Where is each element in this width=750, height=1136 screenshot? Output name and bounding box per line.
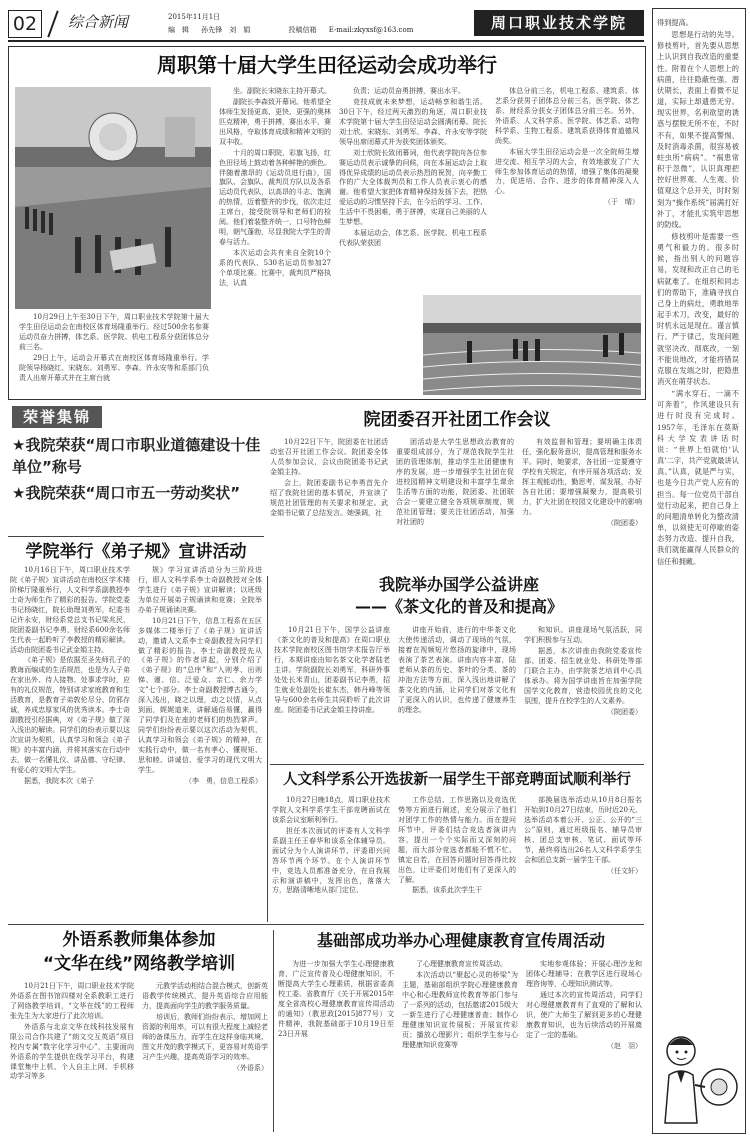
email-label: 投稿信箱 <box>288 26 317 34</box>
paragraph: 10月27日晚18点，周口职业技术学院人文科学系学生干部竞聘面试在该系会议室顺利举行。 <box>272 796 390 824</box>
paragraph: 坐。副院长宋晓东主持开幕式。 <box>233 87 331 95</box>
paragraph: 会上，院团委副书记李勇首先介绍了我院社团的基本情况，并宣读了规范社团管理的有关要求和规定。武金娟书记做了总结发言。她强调，社 <box>270 478 388 517</box>
paragraph: 负责；运动员奋勇拼搏，赛出水平。 <box>353 87 465 95</box>
article-headline: 周职第十届大学生田径运动会成功举行 <box>157 53 497 77</box>
paragraph: 本次运动会共有来自全院10个系的代表队、530名运动员参加27个单项比赛。比赛中，裁判员严格执法，认真 <box>219 249 331 287</box>
article-column <box>19 313 209 397</box>
paragraph: 和知识。讲座现场气氛活跃，同学们积极参与互动。 <box>524 626 642 644</box>
paragraph: 培训后，教师们纷纷表示，增加网上资源的利用率，可以有很大程度上减轻老师的备课压力，而学生在这样身临其境、图文并茂的教学模式下，更容易对英语学习产生兴趣，提高英语学习的效率。 <box>142 1012 268 1061</box>
article-column <box>396 438 514 572</box>
opening-ceremony-photo <box>15 87 211 309</box>
paragraph: 担任本次面试的评委有人文科学系副主任王春华和该系全体辅导员。面试分为个人演讲环节、评委即兴问答环节两个环节。在个人演讲环节中，竞选人员都准备充分，在自我展示和演讲稿中，发挥出色，落落大方，思路清晰地从部门定位、 <box>272 826 390 895</box>
paragraph: 29日上午，运动会开幕式在南校区体育场隆重举行。学院领导杨晓红、宋晓东、刘勇军、李森、许永安等和系部门负责人出席开幕式并在主席台就 <box>19 353 209 382</box>
honor-roll-tab: 荣誉集锦 <box>12 406 102 428</box>
byline: （院团委） <box>607 518 642 527</box>
paragraph: 《弟子规》是依据至圣先师孔子的教诲而编成的生活规范，也是为人子弟在家出外、待人接物、处事求学时，应有的礼仪规范，特别讲求家庭教育和生活教育，是教育子弟敦伦尽分、防邪存诚，养成忠厚家风的优秀读本。李士奇副教授引经据典，对《弟子规》做了深入浅出的解读。同学们的纷表示要以这次宣讲为契机，认真学习和领会《弟子规》的丰富内涵，并将其落实在行动中去，做一名懂礼仪、讲品德、守纪律、有爱心的文明大学生。 <box>10 656 130 774</box>
paragraph: 工作总结、工作思路以及竞选优势等方面进行阐述，充分展示了他们对团学工作的热情与能力。而在提问环节中，评委们结合竞选者演讲内容，提出一个个实际而又深刻的问题，而大部分竞选者都能不慌不忙、镇定自若，在回答问题时回答得比较出色，让评委们对他们有了更深入的了解。 <box>398 796 516 884</box>
page-header <box>8 8 644 42</box>
paragraph: 为进一步加强大学生心理健康教育，广泛宣传普及心理健康知识，不断提高大学生心理素质，根据省委高校工委、省教育厅《关于开展2015年度全省高校心理健康教育宣传周活动的通知》（教思政[2015]877号）文件精神，我院基础部于10月19日至23日开展 <box>278 960 394 1038</box>
paragraph: 元教学活动相结合混合模式，创新英语教学传统模式，提升英语综合应用能力，提高面向学生的教学服务质量。 <box>142 982 268 1010</box>
paragraph: 实地参观体验；开展心理沙龙和团体心理辅导；在教学区进行现场心理咨询等，心理知识测试等。 <box>526 960 642 988</box>
column-rule <box>273 930 274 1132</box>
article-headline: 学院举行《弟子规》宣讲活动 <box>25 542 247 562</box>
paragraph: 10月29日上午至30日下午，周口职业技术学院第十届大学生田径运动会在南校区体育场隆重举行。经过500余名参赛运动员奋力拼搏，体艺系、医学院、机电工程系分获团体总分前三名。 <box>19 313 209 351</box>
paragraph: 通过本次的宣传周活动，同学们对心理健康教育有了直观的了解和认识，使广大师生了解到更多的心理健康教育知识，也为后续活动的开展奠定了一定的基础。 <box>526 990 642 1039</box>
paragraph: 据悉，该系此次学生干 <box>412 886 482 895</box>
article-column <box>495 87 639 287</box>
article-column <box>398 796 516 922</box>
paragraph: 10月21日下午，信息工程系在五区多媒体二楼举行了《弟子规》宣讲活动，邀请人文系李士奇副教授为同学们做了精彩的报告。李士奇副教授先从《弟子规》的作者讲起，分别介绍了《弟子规》的“总序”和“入则孝、出则悌、谨、信、泛爱众、亲仁、余力学文”七个部分。李士奇副教授博古通今，深入浅出，晓之以理，动之以情，从点到面，娓娓道来，讲解通俗易懂，赢得了同学们及在座的老师们的热烈掌声。同学们纷纷表示要以这次活动为契机，认真学习和领会《弟子规》的精神，在实践行动中，做一名有孝心、懂规矩、思和睦、讲诚信、爱学习的现代文明大学生。 <box>138 616 262 774</box>
honor-item: ★我院荣获“周口市职业道德建设十佳单位”称号 <box>12 436 261 476</box>
article-headline: 院团委召开社团工作会议 <box>363 410 551 430</box>
paragraph: 据悉，本次讲座由我院党委宣传部、团委、招生就业处、科研处等部门联合主办，由学院茶艺培训中心具体承办。将为国学讲座旨在加强学院国学文化教育，营造校园优良的文化氛围，提升在校学生的人文素养。 <box>524 646 642 705</box>
race-track-photo <box>423 295 641 395</box>
honor-item: ★我院荣获“周口市五一劳动奖状” <box>12 484 241 502</box>
paragraph: 有效监督和管理；要明确主体责任，强化服务意识，提高管理和服务水平。同时，她要求，各社团一定要遵守学校有关规定，有序开展各项活动；发挥主观能动性，勤思考，谋发展，办好各自社团；要增强凝聚力，提高吸引力，扩大社团在校园文化建设中的影响力。 <box>522 438 642 516</box>
honor-roll-box <box>10 404 262 532</box>
article-column <box>10 566 130 921</box>
byline: （任文轩） <box>607 866 642 875</box>
paragraph: 10月16日下午，周口职业技术学院《弟子规》宣讲活动在南校区学术楼阶梯厅隆重举行，人文科学系副教授李士奇为师生作了精彩的报告。学院党委书记杨晓红，院长助理刘勇军，纪委书记许永安，财经系党总支书记梁兆民，院团委副书记李勇，财经系600余名师生代表一起聆听了李教授的精彩解读。活动由院团委书记武金娟主持。 <box>10 566 130 654</box>
article-column <box>522 438 642 572</box>
paragraph: 十月的周口职院，彩旗飞扬，红色田径场上鼓动着各种鲜艳的颜色。伴随着激昂的《运动员进行曲》，国旗队、会旗队、裁判员方队以及各系运动员代表队，以高昂的斗志、饱满的热情，迈着整齐的步伐，依次走过主席台，接受院领导和老师们的检阅。他们着装整齐统一，口号特色鲜明，朝气蓬勃，尽显我院大学生的青春与活力。 <box>219 148 331 247</box>
paragraph: 讲座开始前，进行的中华茶文化大使传递活动，调动了现场的气氛，接着在视频短片悠扬的旋律中，现场表演了茶艺表演。讲座内容丰富，陆老师从茶的历史、茶叶的分类、茶的冲泡方法等方面，深入浅出地讲解了茶文化的内涵，让同学们对茶文化有了更深入的认识，也传递了健康养生的理念。 <box>398 626 516 714</box>
article-dizigui <box>8 538 264 923</box>
article-subheadline: “文华在线”网络教学培训 <box>42 954 236 974</box>
paragraph: 10月21日下午，国学公益讲座《茶文化的普及和提高》在周口职业技术学院南校区图书馆学术报告厅举行，本期讲座由知名茶文化学者陆老主讲。学院副院长刘勇军，科研外事处处长米青山，团委副书记李勇，招生就业处副处长崔东杰，韩丹峰等领导与600余名师生共同聆听了此次讲座。院团委书记武金娟主持讲座。 <box>274 626 390 714</box>
paragraph: 10月22日下午，院团委在社团活动室召开社团工作会议。院团委全体人员参加会议，会议由院团委书记武金娟主持。 <box>270 438 388 476</box>
paragraph: 部换届选举活动从10月8日报名开始到10月27日结束，历时近20天，选举活动本着公开、公正、公开的“三公”原则，通过班级报名、辅导员审核、团总支审核、笔试、面试等环节，最终将选出26名人文科学系学生会和团总支新一届学生干部。 <box>524 796 642 864</box>
paragraph: 本届运动会，体艺系、医学院、机电工程系代表队荣获团 <box>339 229 487 248</box>
paragraph: 本届大学生田径运动会是一次全院师生增进交流、相互学习的大会，有效地激发了广大师生参加体育运动的热情，增强了集体的凝聚力，促进培、合作、进步的体育精神深入人心。 <box>495 147 639 196</box>
article-column <box>270 438 388 572</box>
article-column <box>278 960 394 1134</box>
paragraph: 竞技成就未来梦想，运动畅享和谐生活。30日下午，经过两天激烈的角逐，周口职业技术学院第十届大学生田径运动会圆满闭幕。院长刘士欣、宋晓东、刘勇军、李森、许永安等学院领导出席闭幕式并为获奖团体颁奖。 <box>339 97 487 146</box>
paragraph: 规》学习宣讲活动分为三阶段进行，即人文科学系李士奇副教授对全体学生进行《弟子规》宣讲解读；以班级为单位开展弟子规诵读和竞赛；全院举办弟子规诵读决赛。 <box>138 566 262 614</box>
paragraph: 刘士欣院长致闭幕词，他代表学院向各位参赛运动员表示诚挚的问候，向在本届运动会上取得优异成绩的运动员表示热烈的祝贺，向辛勤工作的广大全体裁判员和工作人员表示衷心的感谢。他希望大家把体育精神保持发扬下去，把热爱运动的习惯坚持下去，在今后的学习、工作、生活中不畏困难，勇于拼搏，实现自己美丽的人生梦想。 <box>339 148 487 227</box>
article-column <box>402 960 518 1134</box>
article-headline: 基础部成功举办心理健康教育宣传周活动 <box>316 931 605 950</box>
header-divider <box>47 11 58 38</box>
paragraph: 外语系与北京文华在线科技发展有限公司合作共建了“朗文交互英语”项目校内专属“数字化学习中心”，主要面向外语系的学生提供在线学习平台，构建课堂集中上机、个人自主上网、手机移动学习等多 <box>10 1022 134 1081</box>
paragraph: 副院长李森致开幕词。他希望全体师生发扬更高、更快、更强的奥林匹克精神，勇于拼搏，赛出水平，赛出风格，夺取体育成绩和精神文明的双丰收。 <box>219 97 331 146</box>
article-headline: 人文科学系公开选拔新一届学生干部竞聘面试顺利举行 <box>283 772 631 788</box>
article-column <box>526 960 642 1134</box>
article-mental-health <box>278 926 644 1136</box>
email-address: E-mail:zkyxsf@163.com <box>328 26 414 34</box>
article-sports-meet <box>8 46 646 400</box>
byline: （于 晴） <box>604 198 639 207</box>
byline: （外语系） <box>233 1063 268 1072</box>
byline: （院团委） <box>607 707 642 716</box>
article-column <box>524 626 642 760</box>
paragraph: 团活动是大学生思想政治教育的重要组成部分，为了规范我院学生社团的管理体制，推动学生社团健康有序的发展，进一步增强学生社团在促进校园精神文明建设和丰富学生课余生活等方面的功能，院团委、社团联合会一要建立健全各项规章制度，规范社团管理；要关注社团活动，加强对社团的 <box>396 438 514 526</box>
rule <box>8 536 264 537</box>
article-student-cadre <box>270 766 644 922</box>
paragraph: 修枝剪叶是需要一些勇气和毅力的。很多时候，指出别人的问题容易，发现和改正自己的毛病就难了。在组织和同志们的帮助下，准确寻找自己身上的病灶，勇敢地举起手术刀，改变，最好的时机永远是现在。谨言慎行、严于律己，发现问题就坚决改、彻底改，一刻不能说地改，才能将错误克服在发端之时，把隐患消灭在萌芽状态。 <box>657 231 739 386</box>
paragraph: 体总分前三名，机电工程系、建筑系、体艺系分获男子团体总分前三名，医学院、体艺系、财经系分获女子团体总分前三名。另外，外语系、人文科学系、医学院、体艺系、动物科学系、生物工程系、建筑系获得体育道德风尚奖。 <box>495 87 639 145</box>
article-column <box>219 87 331 397</box>
editor-names: 孙先锋 刘 娟 <box>201 26 251 34</box>
article-headline: 我院举办国学公益讲座 <box>378 575 539 594</box>
article-column <box>274 626 390 760</box>
cartoon-illustration <box>659 1025 741 1125</box>
byline: （李 勇，信息工程系） <box>185 776 262 785</box>
article-subheadline: ——《茶文化的普及和提高》 <box>354 597 563 616</box>
article-column <box>272 796 390 922</box>
rule <box>270 764 644 765</box>
byline: （赵 羽） <box>607 1041 642 1050</box>
article-online-training <box>8 926 270 1136</box>
issue-date: 2015年11月1日 <box>168 13 221 21</box>
section-name: 综合新闻 <box>68 13 129 31</box>
page-number: 02 <box>8 10 42 38</box>
article-headline: 外语系教师集体参加 <box>62 930 216 950</box>
article-column <box>138 566 262 921</box>
paragraph: “满水穿石，一滴不可奔着”，作风建设只有进行时没有完成时。1957年，毛泽东在莫斯科大学发表讲话时说：“世界上怕就怕‘认真’二字，共产党就最讲认真。”认真，就是严与实，也是今日共产党人应有的担当。每一位党员干部自觉行动起来，把自己身上的问题清单转化为整改清单，以须使无可停歇的姿态努力改造、提升自我，我们就能赢得人民群众的信任和拥戴。 <box>657 389 739 566</box>
rule <box>8 924 644 925</box>
paragraph: 据悉，我院本次《弟子 <box>24 776 94 785</box>
paragraph: 得到提高。 <box>657 18 693 27</box>
article-column <box>142 982 268 1134</box>
article-league-meeting <box>270 404 644 572</box>
sidebar-column <box>657 17 739 1017</box>
paragraph: 本次活动以“聚起心灵的桥梁”为主题，基础部组织学院心理健康教育中心和心理教师宣传教育等部门参与了一系列的活动，包括邀请2015级大一新生进行了心理健康普查；制作心理健康知识宣传展板；开展宣传彩页；播放心理影片；组织学生参与心理健康知识竞赛等 <box>402 970 518 1049</box>
column-rule <box>267 576 268 922</box>
paragraph: 思想是行动的先导。修枝剪叶，首先要从思想上认识到自我改造的重要性。附着在个人思想上的病菌，往往隐蔽性强、潜伏期长，表面上看微不足道，实际上却遗患无穷。现实世界，名利欲望的诱惑与摆脱无所不在，不时不有，如果不提高警惕、及时消毒杀菌，很容易被蛀虫所“病病”。“祸患常积于忽微”，认识真理把控好世界观、人生观、价值观这个总开关，时时刻刻为“操作系统”届满打好补丁，才能扎实筑牢思想的防线。 <box>657 30 739 229</box>
masthead: 周口职业技术学院 <box>474 10 644 36</box>
article-column <box>398 626 516 760</box>
staff-line <box>168 26 423 36</box>
editor-label: 编 辑 <box>168 26 189 34</box>
commentary-sidebar <box>652 8 746 1134</box>
paragraph: 了心理健康教育宣传周活动。 <box>416 960 507 968</box>
article-column <box>524 796 642 922</box>
paragraph: 10月21日下午，周口职业技术学院外语系在图书馆四楼对全系教职工进行了网络教学培训，“文华在线”的工程师张先生为大家进行了此次培训。 <box>10 982 134 1020</box>
article-column <box>10 982 134 1134</box>
article-tea-lecture <box>274 572 644 762</box>
